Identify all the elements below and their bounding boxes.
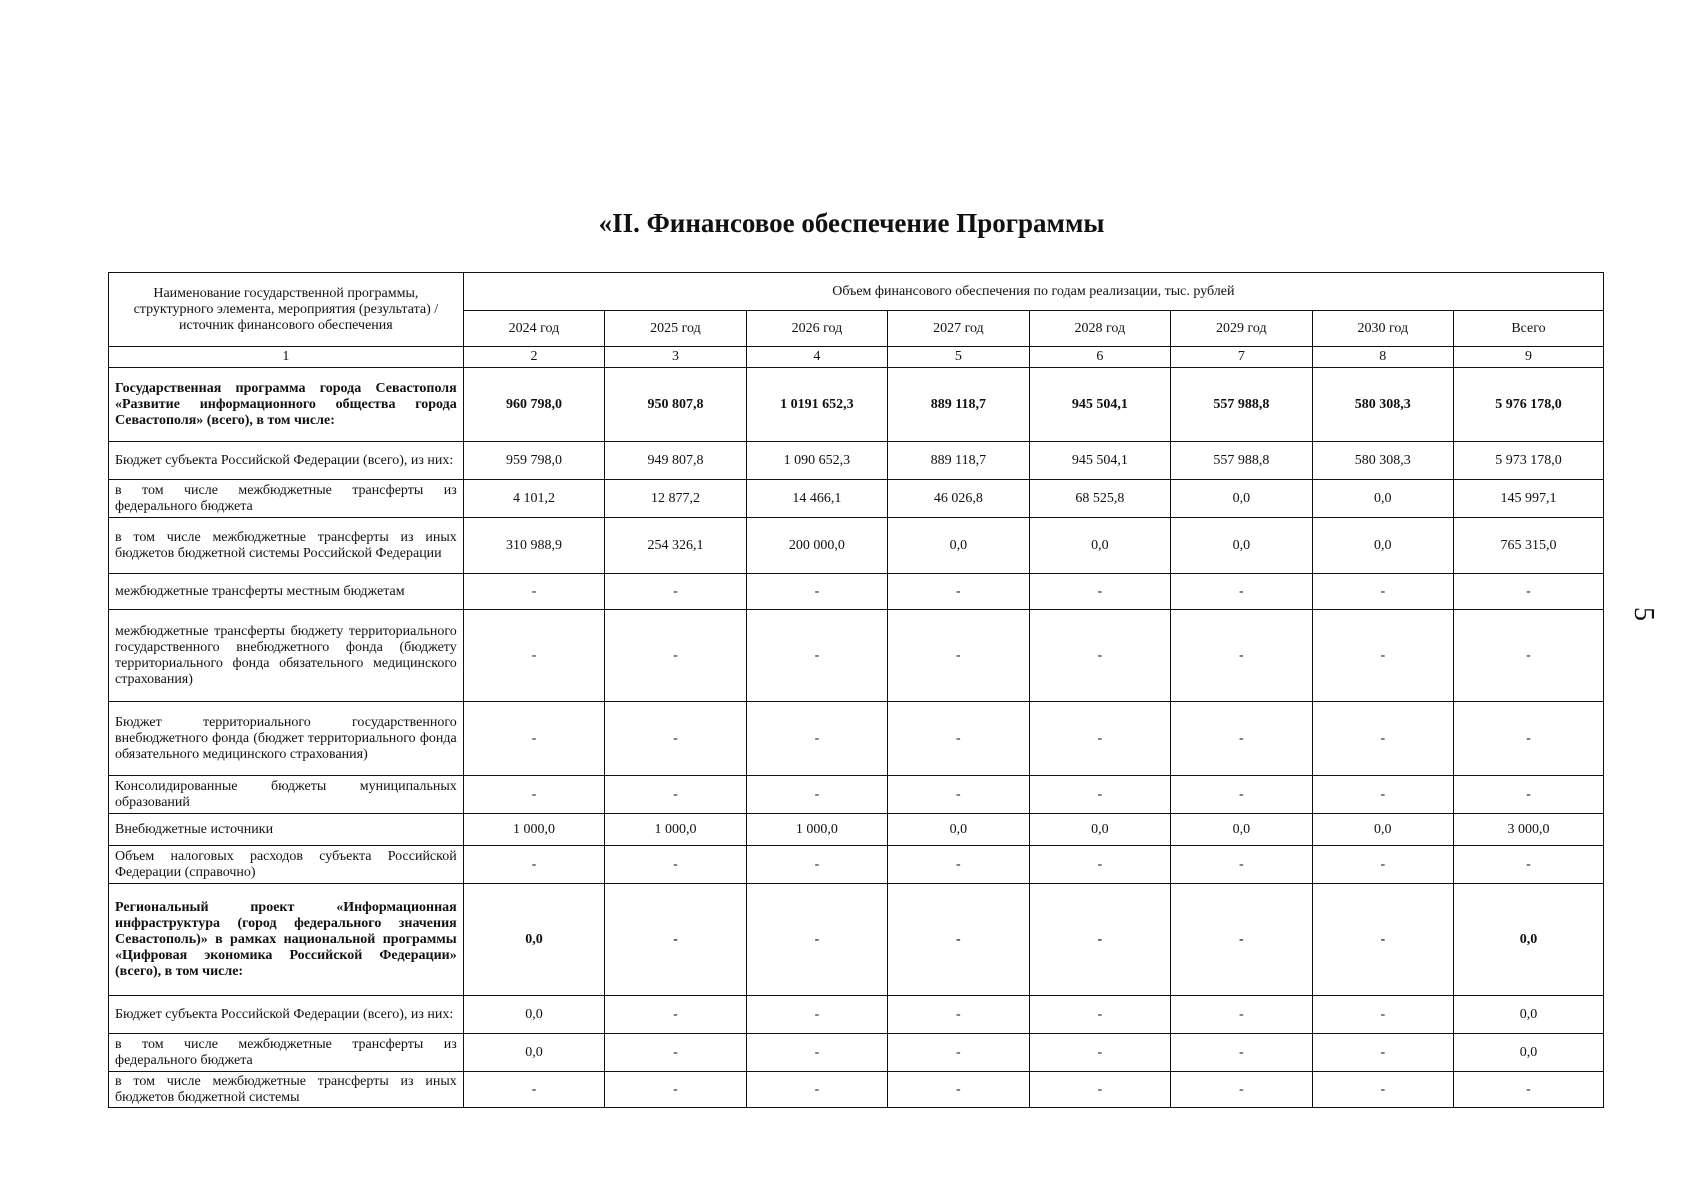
row-value: 0,0 bbox=[1029, 518, 1170, 574]
row-value: 0,0 bbox=[463, 1034, 604, 1072]
row-value: 200 000,0 bbox=[746, 518, 887, 574]
row-value: - bbox=[1029, 574, 1170, 610]
name-column-header: Наименование государственной программы, структурного элемента, мероприятия (результата) / источник финансового обеспечения bbox=[109, 273, 464, 347]
row-value: - bbox=[888, 610, 1029, 702]
column-number: 7 bbox=[1171, 347, 1312, 368]
row-value: - bbox=[1171, 702, 1312, 776]
table-row bbox=[109, 518, 1604, 574]
row-value: - bbox=[1454, 610, 1604, 702]
row-value: 580 308,3 bbox=[1312, 368, 1453, 442]
row-value: - bbox=[1029, 1072, 1170, 1108]
row-value: - bbox=[1171, 610, 1312, 702]
row-value: - bbox=[1454, 846, 1604, 884]
row-value: - bbox=[746, 1072, 887, 1108]
row-value: - bbox=[746, 996, 887, 1034]
table-row bbox=[109, 574, 1604, 610]
row-value: 0,0 bbox=[888, 814, 1029, 846]
row-value: - bbox=[888, 776, 1029, 814]
row-value: - bbox=[888, 574, 1029, 610]
table-row bbox=[109, 884, 1604, 996]
row-value: 4 101,2 bbox=[463, 480, 604, 518]
row-value: - bbox=[605, 702, 746, 776]
row-value: - bbox=[888, 996, 1029, 1034]
row-value: - bbox=[1171, 846, 1312, 884]
table-row bbox=[109, 442, 1604, 480]
row-value: - bbox=[1171, 776, 1312, 814]
table-row bbox=[109, 1072, 1604, 1108]
row-value: 0,0 bbox=[1454, 1034, 1604, 1072]
total-header: Всего bbox=[1454, 311, 1604, 347]
table-row bbox=[109, 776, 1604, 814]
row-value: - bbox=[1312, 610, 1453, 702]
row-value: 945 504,1 bbox=[1029, 442, 1170, 480]
row-value: 1 000,0 bbox=[746, 814, 887, 846]
row-value: - bbox=[888, 884, 1029, 996]
row-name: Региональный проект «Информационная инфраструктура (город федерального значения Севастополь)» в рамках национальной программы «Цифровая экономика Российской Федерации» (всего), в том числе: bbox=[109, 884, 464, 996]
table-row bbox=[109, 702, 1604, 776]
row-value: 0,0 bbox=[1029, 814, 1170, 846]
row-value: 68 525,8 bbox=[1029, 480, 1170, 518]
row-value: 0,0 bbox=[1454, 996, 1604, 1034]
row-value: - bbox=[463, 574, 604, 610]
year-header: 2027 год bbox=[888, 311, 1029, 347]
column-number: 2 bbox=[463, 347, 604, 368]
row-value: - bbox=[1454, 1072, 1604, 1108]
row-value: 0,0 bbox=[1171, 480, 1312, 518]
row-value: - bbox=[746, 884, 887, 996]
row-name: в том числе межбюджетные трансферты из федерального бюджета bbox=[109, 480, 464, 518]
row-value: 145 997,1 bbox=[1454, 480, 1604, 518]
row-value: - bbox=[1029, 1034, 1170, 1072]
row-value: - bbox=[888, 1072, 1029, 1108]
row-value: 0,0 bbox=[463, 884, 604, 996]
row-name: Внебюджетные источники bbox=[109, 814, 464, 846]
row-value: 0,0 bbox=[888, 518, 1029, 574]
row-value: - bbox=[888, 1034, 1029, 1072]
row-value: 889 118,7 bbox=[888, 442, 1029, 480]
row-value: 889 118,7 bbox=[888, 368, 1029, 442]
column-number-row bbox=[109, 347, 1604, 368]
row-value: - bbox=[746, 702, 887, 776]
row-value: 557 988,8 bbox=[1171, 442, 1312, 480]
row-value: - bbox=[1029, 996, 1170, 1034]
row-value: 3 000,0 bbox=[1454, 814, 1604, 846]
row-value: - bbox=[746, 776, 887, 814]
row-value: - bbox=[1312, 846, 1453, 884]
row-value: 950 807,8 bbox=[605, 368, 746, 442]
row-value: 5 976 178,0 bbox=[1454, 368, 1604, 442]
row-value: - bbox=[463, 846, 604, 884]
row-value: - bbox=[1171, 1072, 1312, 1108]
row-value: - bbox=[605, 884, 746, 996]
table-row bbox=[109, 368, 1604, 442]
row-name: Объем налоговых расходов субъекта Российской Федерации (справочно) bbox=[109, 846, 464, 884]
row-value: - bbox=[888, 702, 1029, 776]
row-value: 254 326,1 bbox=[605, 518, 746, 574]
row-name: межбюджетные трансферты местным бюджетам bbox=[109, 574, 464, 610]
row-value: 0,0 bbox=[1171, 518, 1312, 574]
row-name: Бюджет субъекта Российской Федерации (всего), из них: bbox=[109, 442, 464, 480]
column-number: 6 bbox=[1029, 347, 1170, 368]
table-row bbox=[109, 996, 1604, 1034]
row-value: - bbox=[1029, 702, 1170, 776]
row-value: - bbox=[605, 1034, 746, 1072]
row-value: - bbox=[605, 846, 746, 884]
column-number: 9 bbox=[1454, 347, 1604, 368]
row-value: - bbox=[888, 846, 1029, 884]
row-value: - bbox=[463, 776, 604, 814]
row-value: - bbox=[605, 610, 746, 702]
row-value: - bbox=[1171, 574, 1312, 610]
row-value: - bbox=[605, 776, 746, 814]
row-value: 0,0 bbox=[1312, 480, 1453, 518]
row-name: в том числе межбюджетные трансферты из иных бюджетов бюджетной системы Российской Федерации bbox=[109, 518, 464, 574]
row-name: в том числе межбюджетные трансферты из иных бюджетов бюджетной системы bbox=[109, 1072, 464, 1108]
row-value: 5 973 178,0 bbox=[1454, 442, 1604, 480]
table-row bbox=[109, 1034, 1604, 1072]
column-number: 3 bbox=[605, 347, 746, 368]
column-number: 5 bbox=[888, 347, 1029, 368]
row-value: - bbox=[1312, 996, 1453, 1034]
row-value: - bbox=[1171, 996, 1312, 1034]
row-value: - bbox=[605, 574, 746, 610]
row-value: - bbox=[1312, 1034, 1453, 1072]
table-row bbox=[109, 814, 1604, 846]
row-value: 1 000,0 bbox=[605, 814, 746, 846]
row-value: - bbox=[1312, 702, 1453, 776]
row-value: 0,0 bbox=[1171, 814, 1312, 846]
row-value: 46 026,8 bbox=[888, 480, 1029, 518]
row-value: - bbox=[746, 846, 887, 884]
row-value: - bbox=[1454, 702, 1604, 776]
row-value: - bbox=[1029, 610, 1170, 702]
row-value: - bbox=[1312, 884, 1453, 996]
row-value: - bbox=[1312, 574, 1453, 610]
row-value: - bbox=[605, 1072, 746, 1108]
row-value: - bbox=[1171, 1034, 1312, 1072]
row-name: Государственная программа города Севастополя «Развитие информационного общества города Севастополя» (всего), в том числе: bbox=[109, 368, 464, 442]
row-value: 959 798,0 bbox=[463, 442, 604, 480]
row-name: межбюджетные трансферты бюджету территориального государственного внебюджетного фонда (бюджету территориального фонда обязательного медицинского страхования) bbox=[109, 610, 464, 702]
row-value: 310 988,9 bbox=[463, 518, 604, 574]
financing-table bbox=[108, 272, 1604, 1108]
year-header: 2030 год bbox=[1312, 311, 1453, 347]
row-value: - bbox=[746, 610, 887, 702]
table-row bbox=[109, 480, 1604, 518]
row-value: - bbox=[1029, 884, 1170, 996]
row-value: 1 0191 652,3 bbox=[746, 368, 887, 442]
row-value: 945 504,1 bbox=[1029, 368, 1170, 442]
row-value: 1 000,0 bbox=[463, 814, 604, 846]
row-name: Бюджет территориального государственного внебюджетного фонда (бюджет территориального фонда обязательного медицинского страхования) bbox=[109, 702, 464, 776]
row-name: Бюджет субъекта Российской Федерации (всего), из них: bbox=[109, 996, 464, 1034]
row-value: 0,0 bbox=[1312, 518, 1453, 574]
row-value: 580 308,3 bbox=[1312, 442, 1453, 480]
row-value: - bbox=[1171, 884, 1312, 996]
row-value: - bbox=[1029, 776, 1170, 814]
column-number: 8 bbox=[1312, 347, 1453, 368]
table-row bbox=[109, 610, 1604, 702]
row-name: в том числе межбюджетные трансферты из федерального бюджета bbox=[109, 1034, 464, 1072]
page-title: «II. Финансовое обеспечение Программы bbox=[598, 208, 1105, 238]
group-header: Объем финансового обеспечения по годам реализации, тыс. рублей bbox=[463, 273, 1603, 311]
row-value: 949 807,8 bbox=[605, 442, 746, 480]
row-value: 960 798,0 bbox=[463, 368, 604, 442]
row-value: 14 466,1 bbox=[746, 480, 887, 518]
year-header: 2024 год bbox=[463, 311, 604, 347]
row-value: - bbox=[1454, 776, 1604, 814]
row-value: - bbox=[746, 574, 887, 610]
page-number: 5 bbox=[1628, 607, 1659, 621]
column-number: 4 bbox=[746, 347, 887, 368]
column-number: 1 bbox=[109, 347, 464, 368]
row-value: - bbox=[605, 996, 746, 1034]
row-value: 0,0 bbox=[1312, 814, 1453, 846]
year-header: 2026 год bbox=[746, 311, 887, 347]
row-name: Консолидированные бюджеты муниципальных образований bbox=[109, 776, 464, 814]
row-value: 12 877,2 bbox=[605, 480, 746, 518]
row-value: 0,0 bbox=[463, 996, 604, 1034]
year-header: 2025 год bbox=[605, 311, 746, 347]
year-header: 2028 год bbox=[1029, 311, 1170, 347]
row-value: - bbox=[1454, 574, 1604, 610]
row-value: 0,0 bbox=[1454, 884, 1604, 996]
row-value: - bbox=[463, 702, 604, 776]
row-value: 765 315,0 bbox=[1454, 518, 1604, 574]
row-value: - bbox=[463, 610, 604, 702]
row-value: 1 090 652,3 bbox=[746, 442, 887, 480]
year-header: 2029 год bbox=[1171, 311, 1312, 347]
row-value: - bbox=[1312, 1072, 1453, 1108]
row-value: - bbox=[463, 1072, 604, 1108]
row-value: - bbox=[1312, 776, 1453, 814]
row-value: 557 988,8 bbox=[1171, 368, 1312, 442]
table-row bbox=[109, 846, 1604, 884]
row-value: - bbox=[746, 1034, 887, 1072]
row-value: - bbox=[1029, 846, 1170, 884]
